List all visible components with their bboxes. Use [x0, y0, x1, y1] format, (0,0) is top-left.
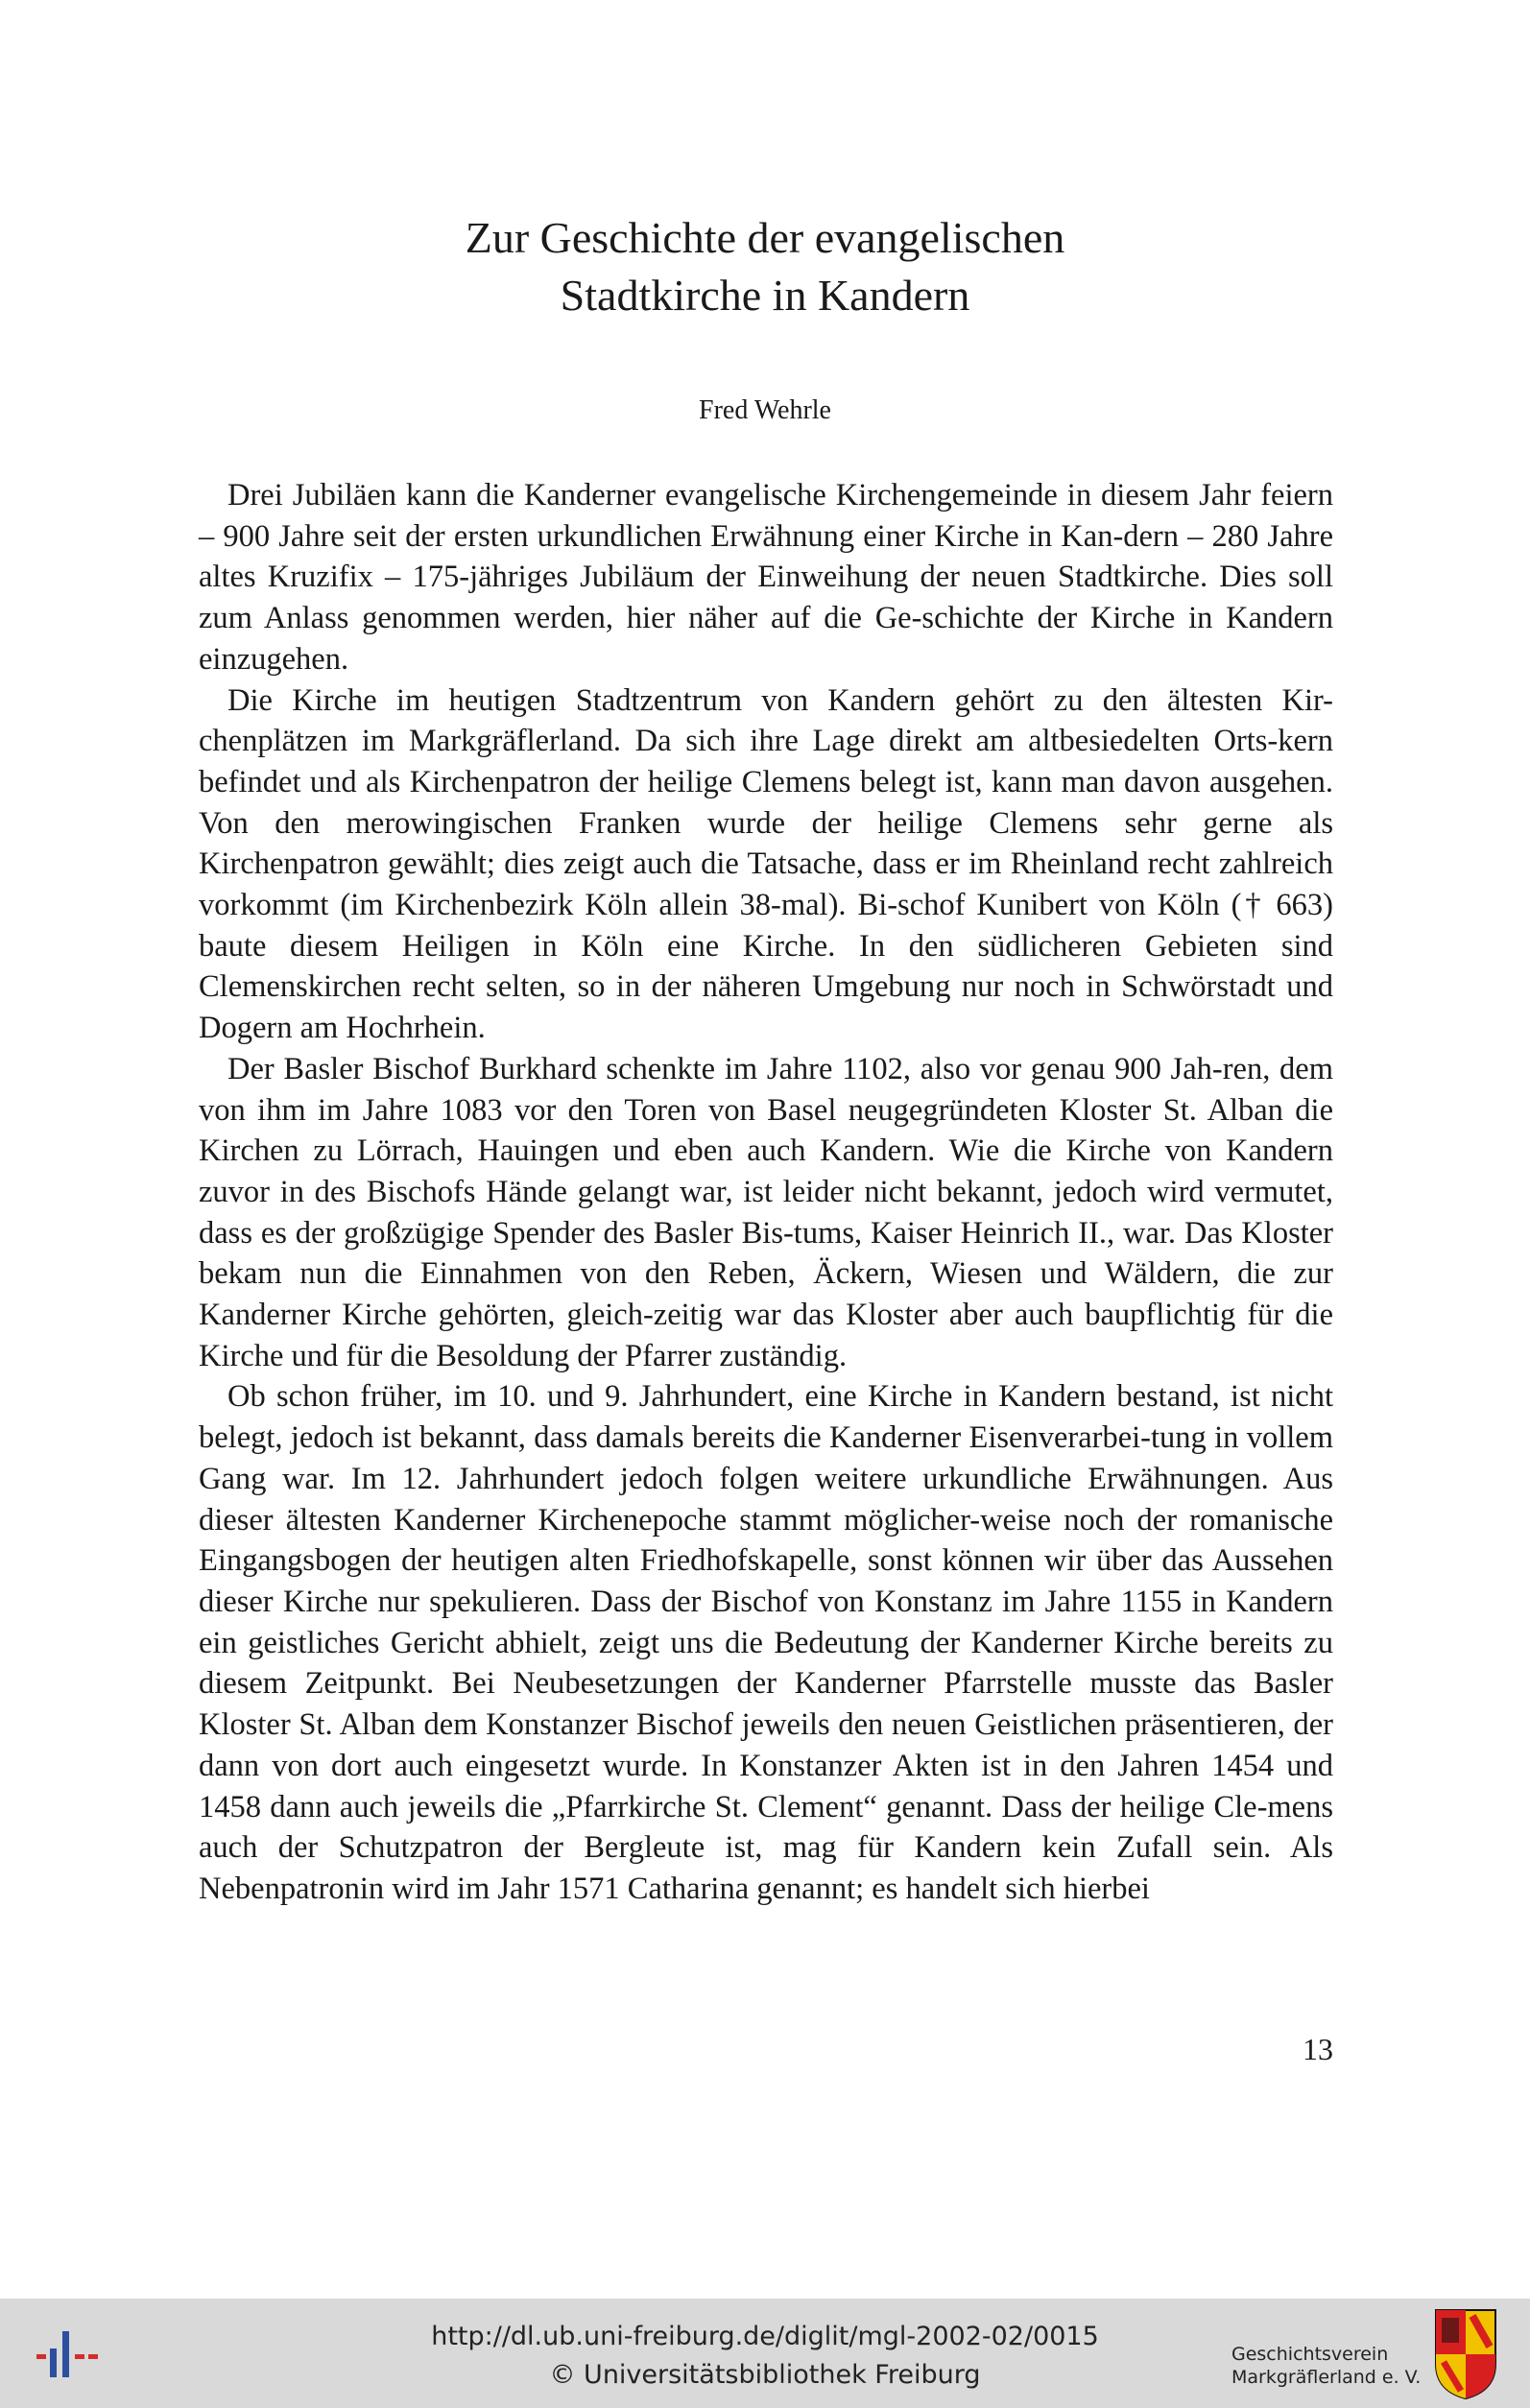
title-line-2: Stadtkirche in Kandern: [560, 271, 970, 320]
footer-bar: [0, 2299, 1530, 2408]
paragraph-3: Der Basler Bischof Burkhard schenkte im Jahre 1102, also vor genau 900 Jah-ren, dem von ihm im Jahre 1083 vor den Toren von Basel neugegründeten Kloster St. Alban die Kirchen zu Lörrach, Hauingen und eben auch Kandern. Wie die Kirche von Kandern zuvor in des Bischofs Hände gelangt war, ist leider nicht bekannt, jedoch wird vermutet, dass es der großzügige Spender des Basler Bis-tums, Kaiser Heinrich II., war. Das Kloster bekam nun die Einnahmen von den Reben, Äckern, Wiesen und Wäldern, die zur Kanderner Kirche gehörten, gleich-zeitig war das Kloster aber auch baupflichtig für die Kirche und für die Besoldung der Pfarrer zuständig.: [199, 1051, 1333, 1373]
article-body: [199, 475, 1333, 1910]
author-name: Fred Wehrle: [699, 395, 831, 425]
paragraph-2: Die Kirche im heutigen Stadtzentrum von Kandern gehört zu den ältesten Kir-chenplätzen im Markgräflerland. Da sich ihre Lage direkt am altbesiedelten Orts-kern befindet und als Kirchenpatron der heilige Clemens belegt ist, kann man davon ausgehen. Von den merowingischen Franken wurde der heilige Clemens sehr gerne als Kirchenpatron gewählt; dies zeigt auch die Tatsache, dass er im Rheinland recht zahlreich vorkommt (im Kirchenbezirk Köln allein 38-mal). Bi-schof Kunibert von Köln († 663) baute diesem Heiligen in Köln eine Kirche. In den südlicheren Gebieten sind Clemenskirchen recht selten, so in der näheren Umgebung nur noch in Schwörstadt und Dogern am Hochrhein.: [199, 682, 1333, 1046]
society-line-1: Geschichtsverein: [1231, 2344, 1389, 2365]
paragraph-1: Drei Jubiläen kann die Kanderner evangelische Kirchengemeinde in diesem Jahr feiern – 900 Jahre seit der ersten urkundlichen Erwähnung einer Kirche in Kan-dern – 280 Jahre altes Kruzifix – 175-jähriges Jubiläum der Einweihung der neuen Stadtkirche. Dies soll zum Anlass genommen werden, hier näher auf die Ge-schichte der Kirche in Kandern einzugehen.: [199, 478, 1333, 677]
society-line-2: Markgräflerland e. V.: [1231, 2367, 1422, 2388]
paragraph-4: Ob schon früher, im 10. und 9. Jahrhundert, eine Kirche in Kandern bestand, ist nicht belegt, jedoch ist bekannt, dass damals bereits die Kanderner Eisenverarbei-tung in vollem Gang war. Im 12. Jahrhundert jedoch folgen weitere urkundliche Erwähnungen. Aus dieser ältesten Kanderner Kirchenepoche stammt möglicher-weise noch der romanische Eingangsbogen der heutigen alten Friedhofskapelle, sonst können wir über das Aussehen dieser Kirche nur spekulieren. Dass der Bischof von Konstanz im Jahre 1155 in Kandern ein geistliches Gericht abhielt, zeigt uns die Bedeutung der Kanderner Kirche bereits zu diesem Zeitpunkt. Bei Neubesetzungen der Kanderner Pfarrstelle musste das Basler Kloster St. Alban dem Konstanzer Bischof jeweils den neuen Geistlichen präsentieren, der dann von dort auch eingesetzt wurde. In Konstanzer Akten ist in den Jahren 1454 und 1458 dann auch jeweils die „Pfarrkirche St. Clement“ genannt. Dass der heilige Cle-mens auch der Schutzpatron der Bergleute ist, mag für Kandern kein Zufall sein. Als Nebenpatronin wird im Jahr 1571 Catharina genannt; es handelt sich hierbei: [199, 1379, 1333, 1906]
document-url-link[interactable]: http://dl.ub.uni-freiburg.de/diglit/mgl-2002-02/0015: [431, 2322, 1099, 2351]
page-number: 13: [1303, 2032, 1333, 2066]
title-line-1: Zur Geschichte der evangelischen: [465, 213, 1065, 262]
society-name: [1231, 2343, 1423, 2389]
coat-of-arms-icon: [1434, 2308, 1497, 2400]
article-title: [0, 209, 1530, 324]
copyright-notice: © Universitätsbibliothek Freiburg: [549, 2360, 981, 2390]
